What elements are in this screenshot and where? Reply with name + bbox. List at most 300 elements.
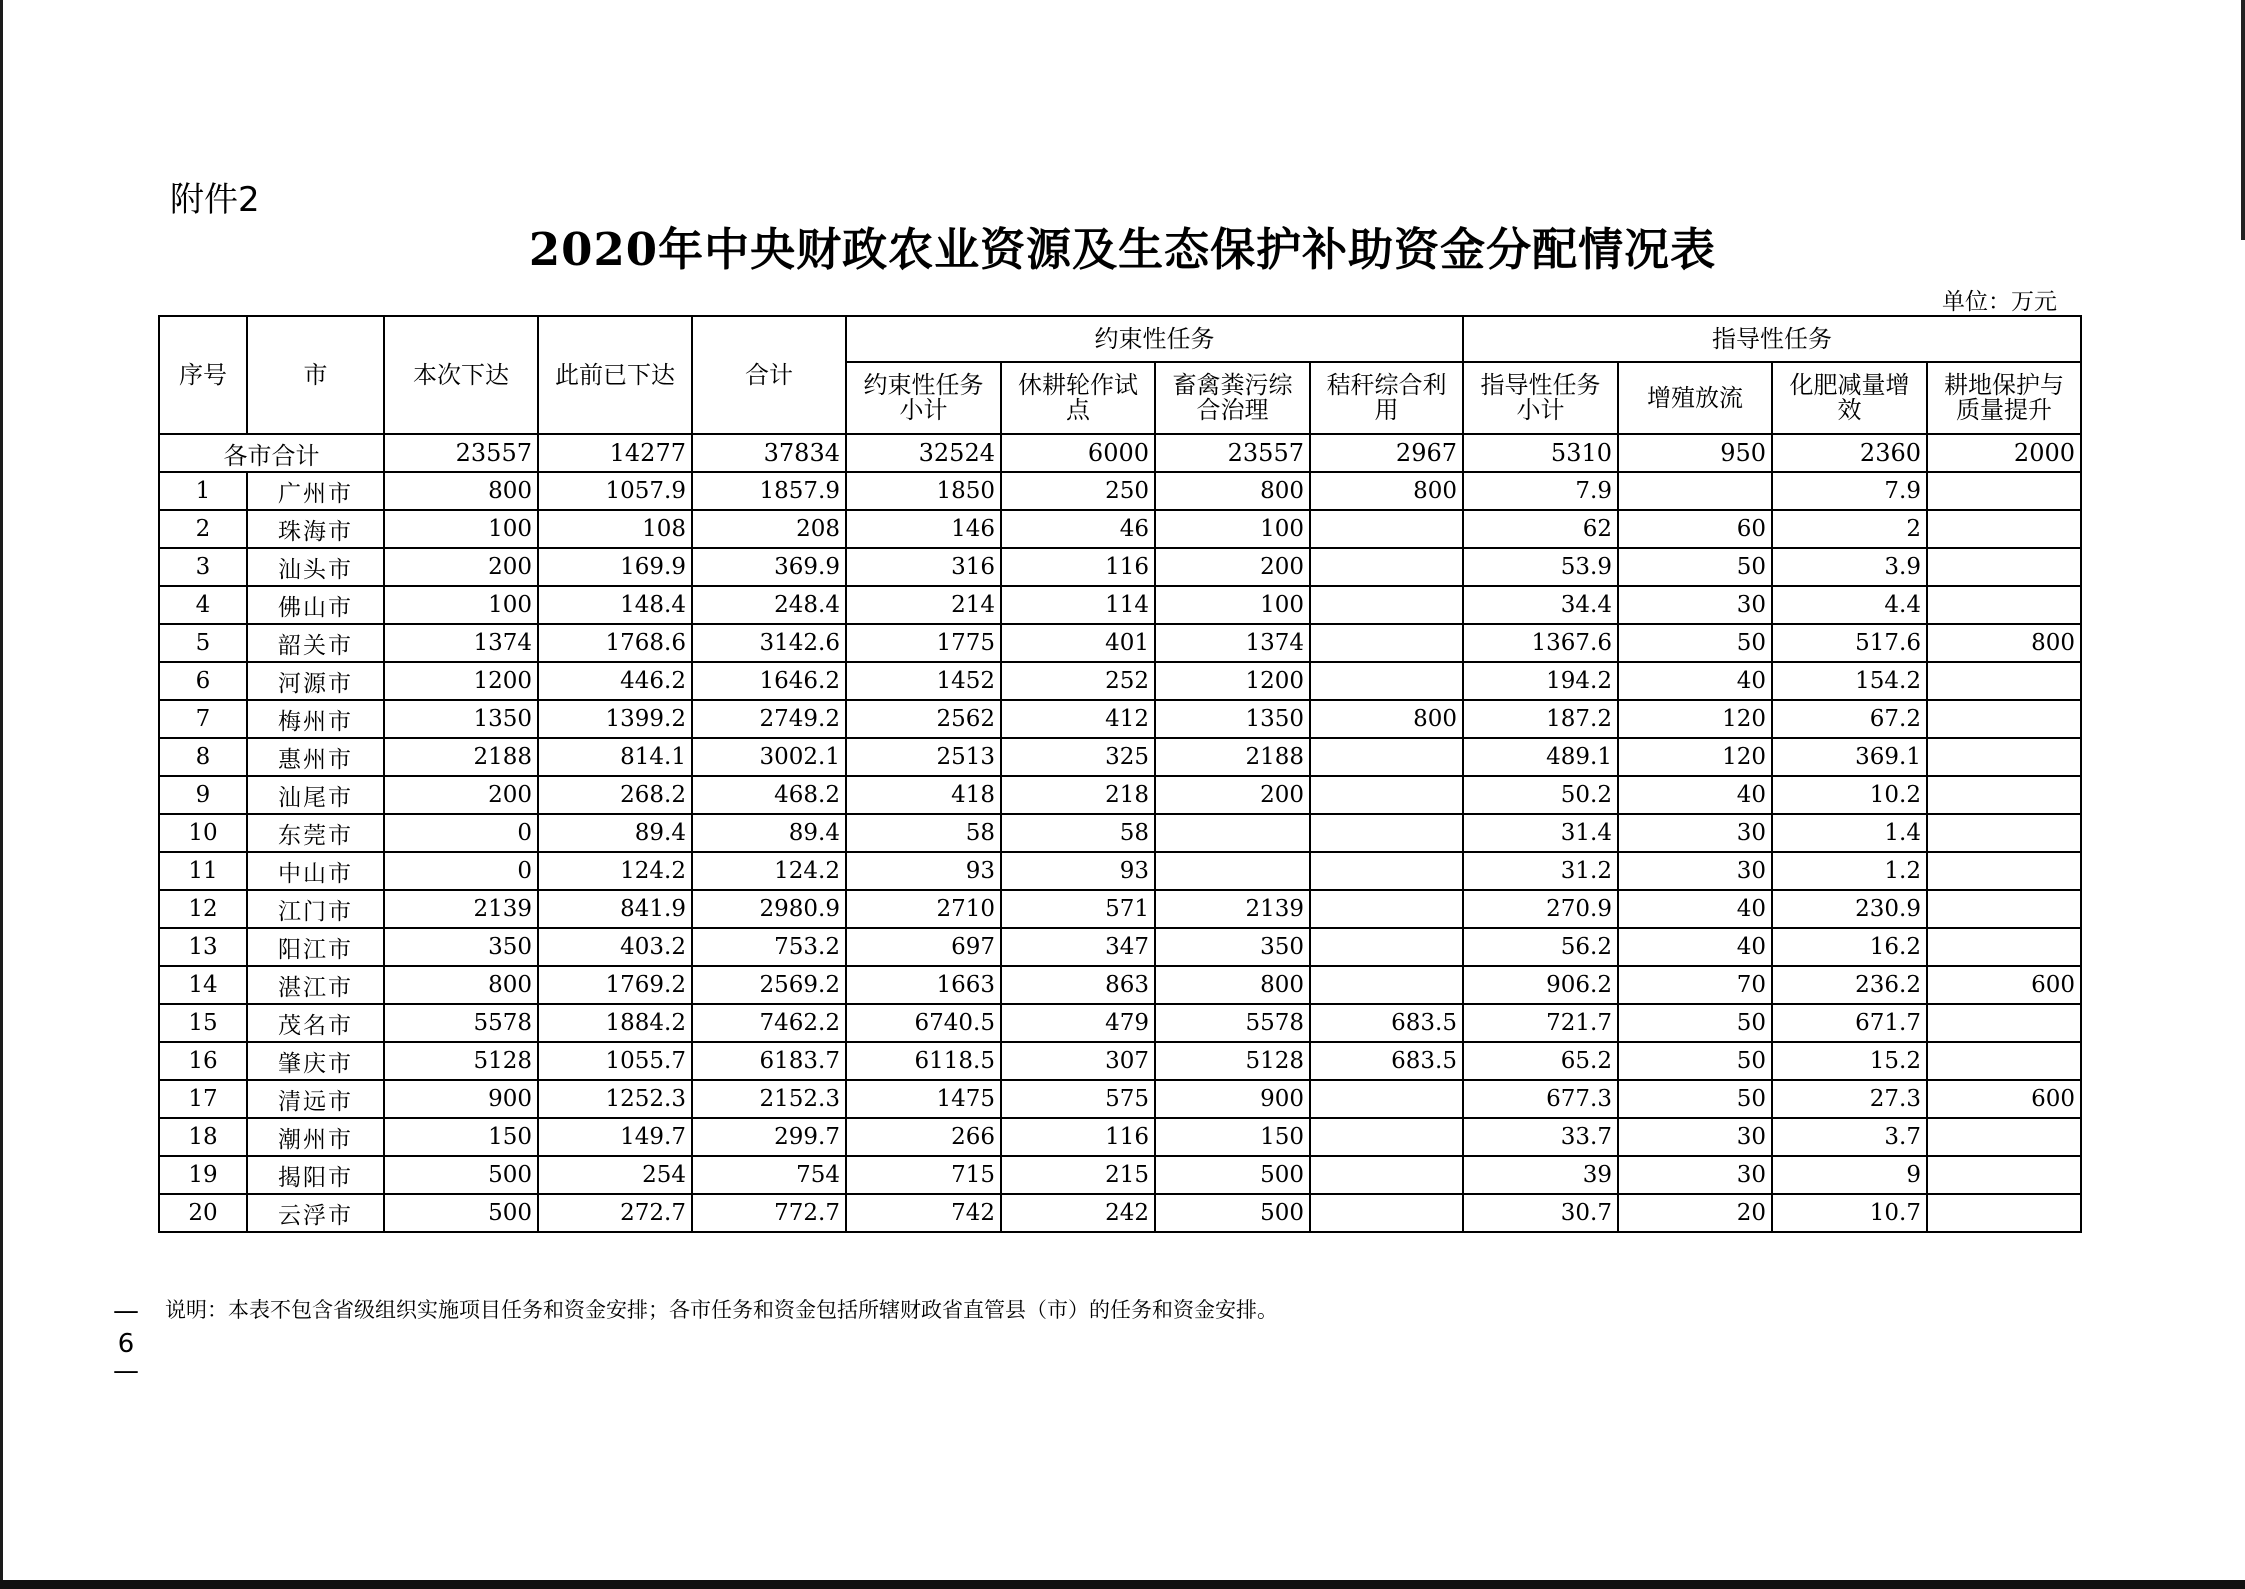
cell-city: 惠州市	[247, 738, 384, 776]
cell-previous: 169.9	[538, 548, 692, 586]
cell-breeding: 50	[1618, 1080, 1772, 1118]
cell-binding-subtotal: 1775	[846, 624, 1001, 662]
cell-fallow: 93	[1001, 852, 1155, 890]
cell-fertilizer: 154.2	[1772, 662, 1927, 700]
cell-seq: 7	[159, 700, 247, 738]
cell-seq: 13	[159, 928, 247, 966]
cell-city: 韶关市	[247, 624, 384, 662]
cell-binding-subtotal: 1475	[846, 1080, 1001, 1118]
cell-manure: 2188	[1155, 738, 1310, 776]
cell-current: 1374	[384, 624, 538, 662]
cell-guiding-subtotal: 50.2	[1463, 776, 1618, 814]
cell-guiding-subtotal: 39	[1463, 1156, 1618, 1194]
cell-total: 124.2	[692, 852, 846, 890]
cell-fallow: 401	[1001, 624, 1155, 662]
table-row	[159, 700, 2081, 738]
cell-manure: 5578	[1155, 1004, 1310, 1042]
page-number: — 9 —	[113, 1296, 139, 1386]
cell-fertilizer: 9	[1772, 1156, 1927, 1194]
cell-guiding-subtotal: 65.2	[1463, 1042, 1618, 1080]
total-breeding: 950	[1618, 434, 1772, 472]
cell-fertilizer: 3.7	[1772, 1118, 1927, 1156]
cell-seq: 5	[159, 624, 247, 662]
cell-binding-subtotal: 6118.5	[846, 1042, 1001, 1080]
cell-current: 800	[384, 966, 538, 1004]
cell-fallow: 242	[1001, 1194, 1155, 1232]
header-fertilizer: 化肥减量增效	[1772, 362, 1927, 434]
cell-previous: 1057.9	[538, 472, 692, 510]
cell-farmland	[1927, 662, 2081, 700]
unit-label: 单位：万元	[1942, 289, 2057, 315]
cell-total: 7462.2	[692, 1004, 846, 1042]
cell-fertilizer: 7.9	[1772, 472, 1927, 510]
cell-previous: 149.7	[538, 1118, 692, 1156]
cell-previous: 446.2	[538, 662, 692, 700]
cell-straw: 683.5	[1310, 1042, 1463, 1080]
cell-breeding: 30	[1618, 1156, 1772, 1194]
header-city: 市	[247, 316, 384, 434]
table-row	[159, 738, 2081, 776]
cell-manure: 900	[1155, 1080, 1310, 1118]
table-row	[159, 1194, 2081, 1232]
cell-straw: 800	[1310, 472, 1463, 510]
cell-farmland	[1927, 1194, 2081, 1232]
cell-previous: 148.4	[538, 586, 692, 624]
cell-breeding: 20	[1618, 1194, 1772, 1232]
cell-fertilizer: 10.2	[1772, 776, 1927, 814]
cell-farmland	[1927, 1156, 2081, 1194]
attachment-label: 附件2	[170, 180, 260, 220]
cell-straw	[1310, 662, 1463, 700]
total-total: 37834	[692, 434, 846, 472]
header-current: 本次下达	[384, 316, 538, 434]
cell-manure: 1350	[1155, 700, 1310, 738]
cell-breeding: 40	[1618, 890, 1772, 928]
cell-seq: 10	[159, 814, 247, 852]
cell-breeding: 50	[1618, 1042, 1772, 1080]
header-binding-group: 约束性任务	[846, 316, 1463, 362]
total-previous: 14277	[538, 434, 692, 472]
cell-city: 广州市	[247, 472, 384, 510]
cell-city: 中山市	[247, 852, 384, 890]
cell-city: 江门市	[247, 890, 384, 928]
cell-breeding: 120	[1618, 700, 1772, 738]
table-row	[159, 1042, 2081, 1080]
cell-fallow: 479	[1001, 1004, 1155, 1042]
cell-farmland: 600	[1927, 966, 2081, 1004]
table-row	[159, 1080, 2081, 1118]
cell-fertilizer: 230.9	[1772, 890, 1927, 928]
cell-farmland	[1927, 586, 2081, 624]
cell-fertilizer: 15.2	[1772, 1042, 1927, 1080]
cell-previous: 1769.2	[538, 966, 692, 1004]
cell-breeding: 30	[1618, 852, 1772, 890]
cell-city: 河源市	[247, 662, 384, 700]
header-manure: 畜禽粪污综合治理	[1155, 362, 1310, 434]
header-previous: 此前已下达	[538, 316, 692, 434]
cell-fallow: 114	[1001, 586, 1155, 624]
cell-breeding: 70	[1618, 966, 1772, 1004]
cell-city: 潮州市	[247, 1118, 384, 1156]
header-straw: 秸秆综合利用	[1310, 362, 1463, 434]
cell-straw	[1310, 814, 1463, 852]
cell-total: 754	[692, 1156, 846, 1194]
cell-city: 茂名市	[247, 1004, 384, 1042]
cell-total: 2749.2	[692, 700, 846, 738]
cell-total: 772.7	[692, 1194, 846, 1232]
table-row	[159, 852, 2081, 890]
scan-edge-right	[2241, 0, 2245, 240]
cell-total: 2980.9	[692, 890, 846, 928]
cell-fertilizer: 517.6	[1772, 624, 1927, 662]
cell-manure: 350	[1155, 928, 1310, 966]
cell-current: 800	[384, 472, 538, 510]
cell-breeding: 120	[1618, 738, 1772, 776]
cell-seq: 20	[159, 1194, 247, 1232]
cell-total: 3002.1	[692, 738, 846, 776]
cell-fertilizer: 369.1	[1772, 738, 1927, 776]
cell-fertilizer: 3.9	[1772, 548, 1927, 586]
cell-current: 500	[384, 1194, 538, 1232]
cell-breeding: 30	[1618, 586, 1772, 624]
cell-seq: 17	[159, 1080, 247, 1118]
cell-manure: 800	[1155, 966, 1310, 1004]
total-fertilizer: 2360	[1772, 434, 1927, 472]
cell-binding-subtotal: 1452	[846, 662, 1001, 700]
cell-guiding-subtotal: 31.4	[1463, 814, 1618, 852]
cell-binding-subtotal: 58	[846, 814, 1001, 852]
cell-guiding-subtotal: 194.2	[1463, 662, 1618, 700]
cell-current: 200	[384, 776, 538, 814]
total-guiding-subtotal: 5310	[1463, 434, 1618, 472]
cell-previous: 124.2	[538, 852, 692, 890]
total-manure: 23557	[1155, 434, 1310, 472]
table-row	[159, 966, 2081, 1004]
cell-straw	[1310, 624, 1463, 662]
cell-previous: 841.9	[538, 890, 692, 928]
cell-city: 汕尾市	[247, 776, 384, 814]
cell-fertilizer: 4.4	[1772, 586, 1927, 624]
footnote: 说明：本表不包含省级组织实施项目任务和资金安排；各市任务和资金包括所辖财政省直管县（市）的任务和资金安排。	[165, 1298, 1278, 1322]
cell-breeding: 30	[1618, 1118, 1772, 1156]
cell-city: 阳江市	[247, 928, 384, 966]
cell-seq: 2	[159, 510, 247, 548]
table-row	[159, 472, 2081, 510]
cell-guiding-subtotal: 53.9	[1463, 548, 1618, 586]
cell-current: 2188	[384, 738, 538, 776]
cell-fallow: 218	[1001, 776, 1155, 814]
cell-breeding: 50	[1618, 624, 1772, 662]
cell-farmland	[1927, 1004, 2081, 1042]
cell-current: 900	[384, 1080, 538, 1118]
total-label: 各市合计	[159, 434, 384, 472]
scan-edge-bottom	[0, 1580, 2245, 1589]
total-straw: 2967	[1310, 434, 1463, 472]
cell-fallow: 46	[1001, 510, 1155, 548]
cell-farmland	[1927, 472, 2081, 510]
cell-binding-subtotal: 214	[846, 586, 1001, 624]
cell-guiding-subtotal: 33.7	[1463, 1118, 1618, 1156]
cell-straw	[1310, 1156, 1463, 1194]
header-fallow: 休耕轮作试点	[1001, 362, 1155, 434]
total-row	[159, 434, 2081, 472]
cell-seq: 18	[159, 1118, 247, 1156]
cell-fertilizer: 16.2	[1772, 928, 1927, 966]
cell-city: 珠海市	[247, 510, 384, 548]
cell-fallow: 252	[1001, 662, 1155, 700]
cell-manure: 200	[1155, 776, 1310, 814]
cell-straw	[1310, 776, 1463, 814]
cell-city: 汕头市	[247, 548, 384, 586]
cell-seq: 6	[159, 662, 247, 700]
cell-breeding: 40	[1618, 662, 1772, 700]
cell-seq: 11	[159, 852, 247, 890]
cell-manure: 500	[1155, 1194, 1310, 1232]
cell-fertilizer: 2	[1772, 510, 1927, 548]
cell-previous: 89.4	[538, 814, 692, 852]
cell-current: 100	[384, 586, 538, 624]
cell-farmland	[1927, 1118, 2081, 1156]
header-total: 合计	[692, 316, 846, 434]
cell-total: 753.2	[692, 928, 846, 966]
table-row	[159, 586, 2081, 624]
table-row	[159, 624, 2081, 662]
cell-manure: 100	[1155, 586, 1310, 624]
table-row	[159, 776, 2081, 814]
cell-farmland	[1927, 1042, 2081, 1080]
cell-binding-subtotal: 316	[846, 548, 1001, 586]
cell-manure: 1374	[1155, 624, 1310, 662]
total-binding-subtotal: 32524	[846, 434, 1001, 472]
cell-current: 1350	[384, 700, 538, 738]
header-seq: 序号	[159, 316, 247, 434]
cell-breeding: 50	[1618, 548, 1772, 586]
cell-guiding-subtotal: 721.7	[1463, 1004, 1618, 1042]
cell-guiding-subtotal: 270.9	[1463, 890, 1618, 928]
cell-manure: 500	[1155, 1156, 1310, 1194]
cell-guiding-subtotal: 677.3	[1463, 1080, 1618, 1118]
cell-binding-subtotal: 418	[846, 776, 1001, 814]
cell-fallow: 58	[1001, 814, 1155, 852]
cell-straw	[1310, 510, 1463, 548]
cell-fallow: 412	[1001, 700, 1155, 738]
cell-total: 1857.9	[692, 472, 846, 510]
cell-manure: 150	[1155, 1118, 1310, 1156]
cell-guiding-subtotal: 187.2	[1463, 700, 1618, 738]
cell-fallow: 575	[1001, 1080, 1155, 1118]
cell-seq: 12	[159, 890, 247, 928]
cell-previous: 1768.6	[538, 624, 692, 662]
cell-guiding-subtotal: 30.7	[1463, 1194, 1618, 1232]
cell-city: 云浮市	[247, 1194, 384, 1232]
cell-fertilizer: 236.2	[1772, 966, 1927, 1004]
cell-farmland: 800	[1927, 624, 2081, 662]
cell-seq: 14	[159, 966, 247, 1004]
table-row	[159, 890, 2081, 928]
cell-binding-subtotal: 2513	[846, 738, 1001, 776]
cell-binding-subtotal: 93	[846, 852, 1001, 890]
cell-guiding-subtotal: 56.2	[1463, 928, 1618, 966]
cell-current: 150	[384, 1118, 538, 1156]
cell-guiding-subtotal: 62	[1463, 510, 1618, 548]
cell-fertilizer: 27.3	[1772, 1080, 1927, 1118]
cell-previous: 1399.2	[538, 700, 692, 738]
total-fallow: 6000	[1001, 434, 1155, 472]
cell-seq: 15	[159, 1004, 247, 1042]
total-farmland: 2000	[1927, 434, 2081, 472]
cell-seq: 19	[159, 1156, 247, 1194]
cell-guiding-subtotal: 34.4	[1463, 586, 1618, 624]
header-binding-subtotal: 约束性任务小计	[846, 362, 1001, 434]
cell-current: 1200	[384, 662, 538, 700]
cell-fallow: 116	[1001, 1118, 1155, 1156]
cell-manure: 2139	[1155, 890, 1310, 928]
cell-total: 369.9	[692, 548, 846, 586]
cell-binding-subtotal: 742	[846, 1194, 1001, 1232]
table-row	[159, 814, 2081, 852]
cell-binding-subtotal: 2562	[846, 700, 1001, 738]
cell-guiding-subtotal: 489.1	[1463, 738, 1618, 776]
table-row	[159, 928, 2081, 966]
cell-binding-subtotal: 715	[846, 1156, 1001, 1194]
cell-binding-subtotal: 6740.5	[846, 1004, 1001, 1042]
cell-breeding: 50	[1618, 1004, 1772, 1042]
cell-straw	[1310, 1118, 1463, 1156]
cell-current: 200	[384, 548, 538, 586]
cell-seq: 8	[159, 738, 247, 776]
cell-binding-subtotal: 266	[846, 1118, 1001, 1156]
cell-total: 299.7	[692, 1118, 846, 1156]
cell-manure: 800	[1155, 472, 1310, 510]
cell-farmland	[1927, 928, 2081, 966]
cell-total: 208	[692, 510, 846, 548]
cell-straw	[1310, 586, 1463, 624]
cell-straw	[1310, 1080, 1463, 1118]
cell-straw	[1310, 890, 1463, 928]
cell-fertilizer: 67.2	[1772, 700, 1927, 738]
cell-breeding: 60	[1618, 510, 1772, 548]
table-row	[159, 548, 2081, 586]
cell-current: 500	[384, 1156, 538, 1194]
cell-manure	[1155, 852, 1310, 890]
cell-breeding	[1618, 472, 1772, 510]
cell-straw	[1310, 852, 1463, 890]
cell-fallow: 347	[1001, 928, 1155, 966]
cell-previous: 1252.3	[538, 1080, 692, 1118]
cell-fertilizer: 10.7	[1772, 1194, 1927, 1232]
cell-fallow: 215	[1001, 1156, 1155, 1194]
cell-breeding: 40	[1618, 776, 1772, 814]
cell-fallow: 116	[1001, 548, 1155, 586]
cell-previous: 268.2	[538, 776, 692, 814]
cell-breeding: 40	[1618, 928, 1772, 966]
cell-fertilizer: 671.7	[1772, 1004, 1927, 1042]
cell-seq: 4	[159, 586, 247, 624]
cell-manure: 1200	[1155, 662, 1310, 700]
allocation-table	[158, 315, 2082, 1233]
table-row	[159, 662, 2081, 700]
cell-current: 5578	[384, 1004, 538, 1042]
cell-fallow: 250	[1001, 472, 1155, 510]
cell-total: 3142.6	[692, 624, 846, 662]
cell-total: 89.4	[692, 814, 846, 852]
cell-city: 佛山市	[247, 586, 384, 624]
cell-previous: 108	[538, 510, 692, 548]
cell-previous: 254	[538, 1156, 692, 1194]
cell-seq: 9	[159, 776, 247, 814]
cell-seq: 1	[159, 472, 247, 510]
cell-binding-subtotal: 146	[846, 510, 1001, 548]
cell-farmland	[1927, 814, 2081, 852]
cell-farmland	[1927, 890, 2081, 928]
table-row	[159, 1118, 2081, 1156]
cell-total: 1646.2	[692, 662, 846, 700]
cell-guiding-subtotal: 31.2	[1463, 852, 1618, 890]
cell-manure: 5128	[1155, 1042, 1310, 1080]
document-title: 2020年中央财政农业资源及生态保护补助资金分配情况表	[528, 223, 1717, 276]
cell-straw	[1310, 738, 1463, 776]
cell-city: 梅州市	[247, 700, 384, 738]
cell-farmland	[1927, 548, 2081, 586]
cell-fertilizer: 1.2	[1772, 852, 1927, 890]
cell-current: 2139	[384, 890, 538, 928]
header-farmland: 耕地保护与质量提升	[1927, 362, 2081, 434]
cell-fallow: 307	[1001, 1042, 1155, 1080]
header-guiding-group: 指导性任务	[1463, 316, 2081, 362]
table-row	[159, 1004, 2081, 1042]
cell-total: 248.4	[692, 586, 846, 624]
cell-farmland: 600	[1927, 1080, 2081, 1118]
cell-current: 5128	[384, 1042, 538, 1080]
cell-manure: 200	[1155, 548, 1310, 586]
cell-farmland	[1927, 852, 2081, 890]
cell-fallow: 571	[1001, 890, 1155, 928]
cell-fertilizer: 1.4	[1772, 814, 1927, 852]
cell-straw	[1310, 966, 1463, 1004]
cell-straw	[1310, 1194, 1463, 1232]
cell-city: 揭阳市	[247, 1156, 384, 1194]
cell-city: 清远市	[247, 1080, 384, 1118]
cell-current: 0	[384, 814, 538, 852]
cell-seq: 3	[159, 548, 247, 586]
cell-binding-subtotal: 697	[846, 928, 1001, 966]
cell-total: 6183.7	[692, 1042, 846, 1080]
cell-fallow: 325	[1001, 738, 1155, 776]
cell-farmland	[1927, 700, 2081, 738]
total-current: 23557	[384, 434, 538, 472]
cell-manure: 100	[1155, 510, 1310, 548]
cell-total: 2152.3	[692, 1080, 846, 1118]
cell-current: 100	[384, 510, 538, 548]
cell-previous: 272.7	[538, 1194, 692, 1232]
header-guiding-subtotal: 指导性任务小计	[1463, 362, 1618, 434]
cell-current: 350	[384, 928, 538, 966]
cell-total: 468.2	[692, 776, 846, 814]
cell-guiding-subtotal: 7.9	[1463, 472, 1618, 510]
cell-previous: 814.1	[538, 738, 692, 776]
cell-farmland	[1927, 510, 2081, 548]
cell-farmland	[1927, 776, 2081, 814]
cell-binding-subtotal: 1850	[846, 472, 1001, 510]
cell-binding-subtotal: 2710	[846, 890, 1001, 928]
cell-binding-subtotal: 1663	[846, 966, 1001, 1004]
cell-fallow: 863	[1001, 966, 1155, 1004]
cell-guiding-subtotal: 1367.6	[1463, 624, 1618, 662]
cell-breeding: 30	[1618, 814, 1772, 852]
table-row	[159, 1156, 2081, 1194]
cell-city: 东莞市	[247, 814, 384, 852]
cell-current: 0	[384, 852, 538, 890]
